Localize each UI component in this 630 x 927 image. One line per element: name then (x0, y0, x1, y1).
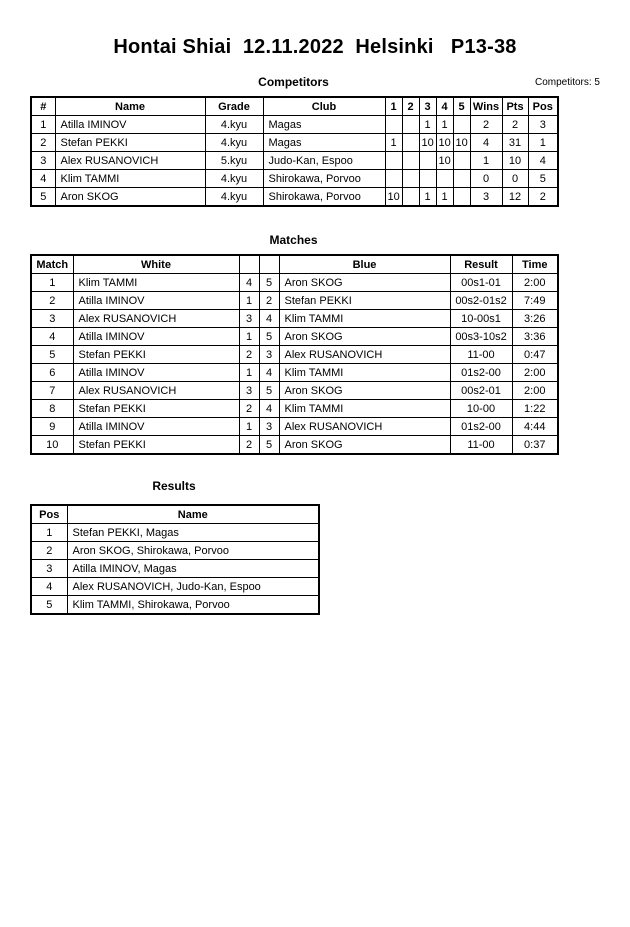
cell: 3 (528, 116, 558, 134)
cell: Atilla IMINOV (55, 116, 205, 134)
cell: 2 (502, 116, 528, 134)
cell: 11-00 (450, 436, 512, 455)
table-row (31, 346, 558, 364)
cell: Atilla IMINOV (73, 364, 239, 382)
column-header: Grade (205, 97, 263, 116)
cell: 5 (528, 170, 558, 188)
cell: 1 (31, 274, 73, 292)
cell: 10 (385, 188, 402, 207)
cell (453, 188, 470, 207)
cell: 2:00 (512, 274, 558, 292)
column-header (259, 255, 279, 274)
cell: 3 (470, 188, 502, 207)
cell: 4.kyu (205, 134, 263, 152)
results-table (30, 504, 320, 615)
column-header (239, 255, 259, 274)
table-row (31, 188, 558, 207)
cell: Aron SKOG (55, 188, 205, 207)
column-header: Match (31, 255, 73, 274)
cell: 3 (239, 382, 259, 400)
cell: 5 (259, 436, 279, 455)
cell: 10 (436, 134, 453, 152)
table-row (31, 436, 558, 455)
cell: 10 (419, 134, 436, 152)
cell: 4 (528, 152, 558, 170)
results-section-title: Results (152, 479, 196, 493)
cell (385, 152, 402, 170)
column-header: 5 (453, 97, 470, 116)
cell: 00s2-01s2 (450, 292, 512, 310)
table-row (31, 274, 558, 292)
cell: 7:49 (512, 292, 558, 310)
cell: 1 (419, 188, 436, 207)
column-header: Time (512, 255, 558, 274)
table-row (31, 524, 319, 542)
cell: Klim TAMMI, Shirokawa, Porvoo (67, 596, 319, 615)
table-row (31, 382, 558, 400)
matches-section-title: Matches (269, 233, 318, 247)
cell: Shirokawa, Porvoo (263, 188, 385, 207)
cell: 5 (31, 596, 67, 615)
cell: Atilla IMINOV (73, 328, 239, 346)
cell (402, 188, 419, 207)
competitors-count-label: Competitors: 5 (534, 77, 600, 88)
cell: 2 (470, 116, 502, 134)
cell: Stefan PEKKI (73, 346, 239, 364)
results-section (30, 479, 600, 615)
cell: 10 (453, 134, 470, 152)
results-header-row (31, 505, 319, 524)
table-row (31, 328, 558, 346)
cell: Alex RUSANOVICH (73, 382, 239, 400)
table-row (31, 116, 558, 134)
cell: 2 (239, 346, 259, 364)
cell: 2 (31, 542, 67, 560)
column-header: 2 (402, 97, 419, 116)
cell: Aron SKOG (279, 436, 450, 455)
cell: Magas (263, 134, 385, 152)
cell: 4 (259, 364, 279, 382)
cell: 5 (259, 274, 279, 292)
cell: 9 (31, 418, 73, 436)
cell: Stefan PEKKI, Magas (67, 524, 319, 542)
cell (419, 170, 436, 188)
cell: 00s2-01 (450, 382, 512, 400)
cell: 2:00 (512, 364, 558, 382)
cell: Alex RUSANOVICH (55, 152, 205, 170)
cell (453, 170, 470, 188)
cell: 3 (31, 310, 73, 328)
cell: 0 (502, 170, 528, 188)
table-row (31, 596, 319, 615)
cell: 3 (259, 418, 279, 436)
cell: 1 (436, 116, 453, 134)
cell: 1 (239, 328, 259, 346)
cell: 11-00 (450, 346, 512, 364)
cell (453, 116, 470, 134)
cell: 2 (239, 436, 259, 455)
table-row (31, 292, 558, 310)
cell: 1 (436, 188, 453, 207)
cell: Klim TAMMI (279, 364, 450, 382)
competitors-section (30, 75, 600, 207)
matches-table (30, 254, 559, 455)
cell: 2 (239, 400, 259, 418)
cell: Stefan PEKKI (73, 436, 239, 455)
table-row (31, 578, 319, 596)
cell: Magas (263, 116, 385, 134)
cell: 3:26 (512, 310, 558, 328)
table-row (31, 542, 319, 560)
table-row (31, 310, 558, 328)
cell: 10-00s1 (450, 310, 512, 328)
column-header: Pts (502, 97, 528, 116)
cell: Klim TAMMI (279, 310, 450, 328)
cell: 31 (502, 134, 528, 152)
cell: 01s2-00 (450, 418, 512, 436)
cell: 3 (31, 152, 55, 170)
column-header: 3 (419, 97, 436, 116)
page-title: Hontai Shiai 12.11.2022 Helsinki P13-38 (113, 36, 517, 58)
cell: 2 (528, 188, 558, 207)
competitors-header-row (31, 97, 558, 116)
cell: 00s1-01 (450, 274, 512, 292)
cell: 1 (31, 116, 55, 134)
cell: 4:44 (512, 418, 558, 436)
cell (402, 116, 419, 134)
cell: Klim TAMMI (55, 170, 205, 188)
cell: 8 (31, 400, 73, 418)
cell: 1 (239, 292, 259, 310)
cell: 0:37 (512, 436, 558, 455)
cell: 3 (259, 346, 279, 364)
cell: 10 (436, 152, 453, 170)
cell: 4.kyu (205, 188, 263, 207)
cell: 5 (31, 188, 55, 207)
cell: 1 (528, 134, 558, 152)
cell (385, 116, 402, 134)
cell: Alex RUSANOVICH (279, 418, 450, 436)
cell: Klim TAMMI (279, 400, 450, 418)
column-header: 4 (436, 97, 453, 116)
cell: 7 (31, 382, 73, 400)
cell: Aron SKOG (279, 274, 450, 292)
cell: 5 (259, 382, 279, 400)
cell: Stefan PEKKI (55, 134, 205, 152)
cell: 4 (239, 274, 259, 292)
cell: 4.kyu (205, 116, 263, 134)
cell: Judo-Kan, Espoo (263, 152, 385, 170)
cell (385, 170, 402, 188)
cell: 4.kyu (205, 170, 263, 188)
cell: 3 (239, 310, 259, 328)
cell (402, 152, 419, 170)
cell: Aron SKOG (279, 328, 450, 346)
cell: 0 (470, 170, 502, 188)
cell: 5 (31, 346, 73, 364)
table-row (31, 364, 558, 382)
cell: Alex RUSANOVICH (73, 310, 239, 328)
cell: Stefan PEKKI (73, 400, 239, 418)
column-header: Name (67, 505, 319, 524)
cell (402, 134, 419, 152)
table-row (31, 400, 558, 418)
column-header: Blue (279, 255, 450, 274)
cell: 4 (470, 134, 502, 152)
cell: 01s2-00 (450, 364, 512, 382)
cell: 0:47 (512, 346, 558, 364)
matches-header-row (31, 255, 558, 274)
cell: 1 (419, 116, 436, 134)
cell: 1:22 (512, 400, 558, 418)
cell: 5.kyu (205, 152, 263, 170)
matches-section (30, 233, 600, 455)
cell: 1 (385, 134, 402, 152)
table-row (31, 418, 558, 436)
cell: 10 (31, 436, 73, 455)
table-row (31, 152, 558, 170)
cell: 2:00 (512, 382, 558, 400)
table-row (31, 560, 319, 578)
column-header: Club (263, 97, 385, 116)
cell: Klim TAMMI (73, 274, 239, 292)
cell: 5 (259, 328, 279, 346)
cell: 2 (31, 292, 73, 310)
cell: Aron SKOG, Shirokawa, Porvoo (67, 542, 319, 560)
cell: 4 (31, 578, 67, 596)
cell: Aron SKOG (279, 382, 450, 400)
cell: 10 (502, 152, 528, 170)
cell: 1 (470, 152, 502, 170)
cell: 4 (31, 328, 73, 346)
cell: 1 (239, 364, 259, 382)
column-header: Pos (31, 505, 67, 524)
cell: Shirokawa, Porvoo (263, 170, 385, 188)
column-header: Result (450, 255, 512, 274)
cell: 1 (239, 418, 259, 436)
cell (453, 152, 470, 170)
cell (419, 152, 436, 170)
cell: 12 (502, 188, 528, 207)
cell: 2 (259, 292, 279, 310)
cell: 00s3-10s2 (450, 328, 512, 346)
table-row (31, 134, 558, 152)
cell: 6 (31, 364, 73, 382)
column-header: Wins (470, 97, 502, 116)
cell: 2 (31, 134, 55, 152)
cell: Alex RUSANOVICH (279, 346, 450, 364)
cell: 4 (259, 400, 279, 418)
column-header: Name (55, 97, 205, 116)
column-header: # (31, 97, 55, 116)
cell: 3:36 (512, 328, 558, 346)
column-header: 1 (385, 97, 402, 116)
cell: 4 (259, 310, 279, 328)
cell (402, 170, 419, 188)
cell: Atilla IMINOV (73, 292, 239, 310)
cell: 1 (31, 524, 67, 542)
cell: Alex RUSANOVICH, Judo-Kan, Espoo (67, 578, 319, 596)
column-header: White (73, 255, 239, 274)
competitors-table (30, 96, 559, 207)
cell: 10-00 (450, 400, 512, 418)
table-row (31, 170, 558, 188)
cell: Stefan PEKKI (279, 292, 450, 310)
cell: Atilla IMINOV (73, 418, 239, 436)
cell: 4 (31, 170, 55, 188)
cell (436, 170, 453, 188)
cell: 3 (31, 560, 67, 578)
cell: Atilla IMINOV, Magas (67, 560, 319, 578)
competitors-section-title: Competitors (258, 75, 329, 89)
column-header: Pos (528, 97, 558, 116)
